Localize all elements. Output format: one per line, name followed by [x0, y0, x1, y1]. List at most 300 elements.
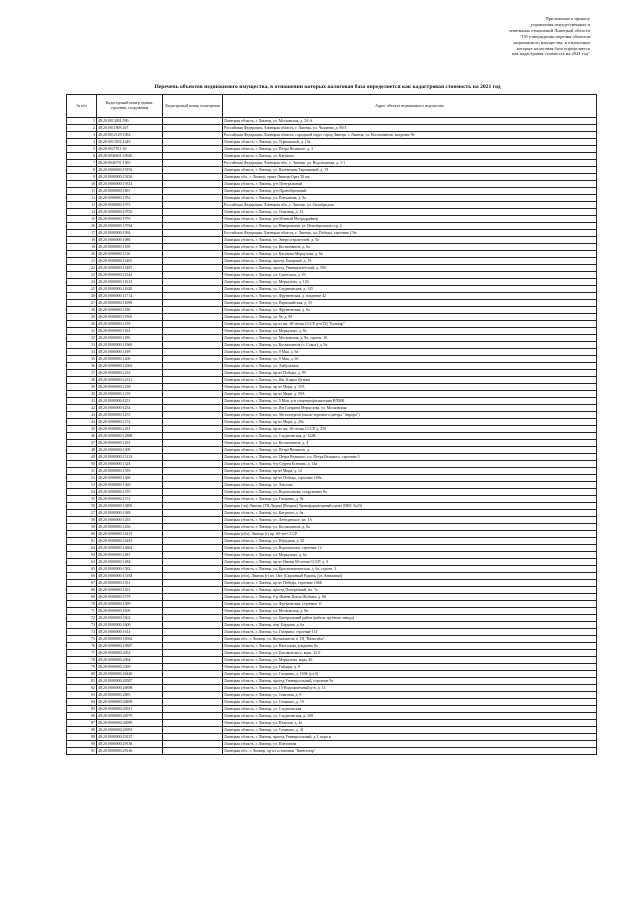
row-number: 76	[67, 643, 97, 650]
object-address: Липецкая область, г. Липецк, пр-кт им. 60-летия СССР, д. 25б	[223, 426, 597, 433]
table-row	[67, 237, 597, 244]
building-cadastral-number: 48:20:0000000:1481	[97, 552, 163, 559]
table-row	[67, 146, 597, 153]
object-address: Липецкая область, г. Липецк, ул. Фрунзенская, строение 11	[223, 601, 597, 608]
object-address: Липецкая область, г. Липецк, пр-кт Имени 60-летия СССР, д. 4	[223, 559, 597, 566]
premises-cadastral-number	[163, 419, 223, 426]
premises-cadastral-number	[163, 489, 223, 496]
row-number: 13	[67, 202, 97, 209]
table-row	[67, 503, 597, 510]
row-number: 73	[67, 622, 97, 629]
object-address: Липецкая область, г. Липецк, ул. Нерудная, д. 65	[223, 538, 597, 545]
building-cadastral-number: 48:20:0000000:11714	[97, 293, 163, 300]
object-address: Липецкая область, г. Липецк, ул. Амбулатная	[223, 363, 597, 370]
object-address: Липецкая область, г. Липецк, пр-кт им. 60-летия СССР, р-н ТЦ "Бульвар"	[223, 321, 597, 328]
row-number: 37	[67, 370, 97, 377]
table-row	[67, 314, 597, 321]
object-address: Липецкая область, г. Липецк, ул. Студеновская, д. 109	[223, 713, 597, 720]
object-address: Липецкая область, г. Липецк, пл. Металлургов (около торгового центра "Аврора")	[223, 412, 597, 419]
row-number: 33	[67, 342, 97, 349]
table-row	[67, 552, 597, 559]
building-cadastral-number: 48:20:0000000:11465	[97, 258, 163, 265]
object-address: Липецкая область, г. Липецк, ул. Плеханова	[223, 741, 597, 748]
table-row	[67, 524, 597, 531]
premises-cadastral-number	[163, 615, 223, 622]
row-number: 16	[67, 223, 97, 230]
table-row	[67, 713, 597, 720]
premises-cadastral-number	[163, 517, 223, 524]
premises-cadastral-number	[163, 734, 223, 741]
building-cadastral-number: 48:20:0000000:13895	[97, 503, 163, 510]
object-address: Липецкая область, г. Липецк, ул. Первомайская, д. 55	[223, 300, 597, 307]
table-row	[67, 741, 597, 748]
table-row	[67, 566, 597, 573]
object-address: Липецкая область, г. Липецк, ул. Фрунзенская, д. 6а	[223, 307, 597, 314]
row-number: 9	[67, 174, 97, 181]
object-address: Липецкая область, г. Липецк, ул. Лебедянское, кв. 1А	[223, 517, 597, 524]
premises-cadastral-number	[163, 349, 223, 356]
premises-cadastral-number	[163, 664, 223, 671]
building-cadastral-number: 48:20:0000000:26989	[97, 720, 163, 727]
building-cadastral-number: 48:20:0000000:26993	[97, 727, 163, 734]
building-cadastral-number: 48:20:0000000:1369	[97, 482, 163, 489]
table-row	[67, 643, 597, 650]
row-number: 65	[67, 566, 97, 573]
object-address: Липецкая область, г. Липецк, ул. Центральный район (кабель трубного завода)	[223, 615, 597, 622]
object-address: Российская Федерация, Липецкая обл., г. Липецк, ул. Водопьянова, д. 1/1	[223, 160, 597, 167]
building-cadastral-number: 48:20:0000000:29138	[97, 741, 163, 748]
row-number: 79	[67, 664, 97, 671]
premises-cadastral-number	[163, 678, 223, 685]
building-cadastral-number: 48:20:0027811:38	[97, 146, 163, 153]
object-address: Липецкая область, г. Липецк, ул. Валентины Терешковой, д. 19	[223, 167, 597, 174]
object-address: Липецкая область, г. Липецк, ул. Опытная, д. 14	[223, 209, 597, 216]
premises-cadastral-number	[163, 370, 223, 377]
table-row	[67, 657, 597, 664]
row-number: 8	[67, 167, 97, 174]
building-cadastral-number: 48:20:0013501:1449	[97, 139, 163, 146]
table-row	[67, 706, 597, 713]
table-row	[67, 545, 597, 552]
premises-cadastral-number	[163, 433, 223, 440]
row-number: 77	[67, 650, 97, 657]
premises-cadastral-number	[163, 692, 223, 699]
table-row	[67, 153, 597, 160]
table-row	[67, 748, 597, 755]
premises-cadastral-number	[163, 307, 223, 314]
object-address: Липецкая область, г. Липецк, ул. Гагарина, строение 114	[223, 629, 597, 636]
premises-cadastral-number	[163, 363, 223, 370]
building-cadastral-number: 48:20:0000000:15183	[97, 573, 163, 580]
premises-cadastral-number	[163, 181, 223, 188]
row-number: 56	[67, 503, 97, 510]
building-cadastral-number: 48:20:0000000:1602	[97, 615, 163, 622]
building-cadastral-number: 48:20:0000000:1200	[97, 356, 163, 363]
table-row	[67, 160, 597, 167]
row-number: 29	[67, 314, 97, 321]
premises-cadastral-number	[163, 461, 223, 468]
table-row	[67, 391, 597, 398]
row-number: 89	[67, 734, 97, 741]
row-number: 90	[67, 741, 97, 748]
table-row	[67, 538, 597, 545]
premises-cadastral-number	[163, 216, 223, 223]
table-row	[67, 300, 597, 307]
row-number: 74	[67, 629, 97, 636]
premises-cadastral-number	[163, 524, 223, 531]
premises-cadastral-number	[163, 174, 223, 181]
object-address: Липецкая область, г. Липецк, ул. Московская, д. 54-А	[223, 118, 597, 125]
table-row	[67, 328, 597, 335]
table-row	[67, 447, 597, 454]
row-number: 80	[67, 671, 97, 678]
table-row	[67, 622, 597, 629]
object-address: Липецкая область, г. Липецк, ул. 9 Мая, д. 6а	[223, 349, 597, 356]
building-cadastral-number: 48:20:0000000:1614	[97, 629, 163, 636]
table-row	[67, 573, 597, 580]
object-address: Липецкая область, г. Липецк, ул. 9 Мая, д. 6б	[223, 356, 597, 363]
building-cadastral-number: 48:20:0000000:11098	[97, 300, 163, 307]
row-number: 43	[67, 412, 97, 419]
row-number: 84	[67, 699, 97, 706]
building-cadastral-number: 48:20:0000000:26898	[97, 685, 163, 692]
table-row	[67, 132, 597, 139]
table-row	[67, 664, 597, 671]
building-cadastral-number: 48:20:0000000:1600	[97, 608, 163, 615]
table-row	[67, 461, 597, 468]
column-header-building-cadastral: Кадастровый номер здания, строения, сооружения	[97, 95, 163, 118]
row-number: 52	[67, 475, 97, 482]
row-number: 28	[67, 307, 97, 314]
table-row	[67, 482, 597, 489]
building-cadastral-number: 48:20:0000000:1199	[97, 349, 163, 356]
table-row	[67, 202, 597, 209]
row-number: 53	[67, 482, 97, 489]
row-number: 21	[67, 258, 97, 265]
row-number: 45	[67, 426, 97, 433]
building-cadastral-number: 48:20:0000000:1186	[97, 335, 163, 342]
table-row	[67, 370, 597, 377]
premises-cadastral-number	[163, 377, 223, 384]
building-cadastral-number: 48:20:0012129:1062	[97, 132, 163, 139]
building-cadastral-number: 48:20:0000000:1239	[97, 391, 163, 398]
building-cadastral-number: 48:20:0000000:1159	[97, 321, 163, 328]
premises-cadastral-number	[163, 510, 223, 517]
premises-cadastral-number	[163, 426, 223, 433]
table-row	[67, 510, 597, 517]
object-address: Липецкая область, г. Липецк, проезд Поперечный, вл. 7а	[223, 587, 597, 594]
premises-cadastral-number	[163, 244, 223, 251]
row-number: 18	[67, 237, 97, 244]
premises-cadastral-number	[163, 118, 223, 125]
row-number: 20	[67, 251, 97, 258]
row-number: 78	[67, 657, 97, 664]
table-row	[67, 489, 597, 496]
object-address: Липецкая область, г. Липецк, ул. Студеновская, д. 122В	[223, 433, 597, 440]
building-cadastral-number: 48:20:0000000:19887	[97, 643, 163, 650]
object-address: Липецкая область, г. Липецк, ул. Катукова-Меркулова, д. 6в	[223, 251, 597, 258]
header-line: которых налоговая база определяется	[516, 45, 590, 51]
row-number: 55	[67, 496, 97, 503]
table-row	[67, 636, 597, 643]
table-row	[67, 307, 597, 314]
premises-cadastral-number	[163, 727, 223, 734]
building-cadastral-number: 48:20:0000000:1086	[97, 237, 163, 244]
object-address: Липецкая область, г. Липецк, ул. Меркулова, корп. 46	[223, 657, 597, 664]
table-row	[67, 272, 597, 279]
building-cadastral-number: 48:20:0000000:12062	[97, 363, 163, 370]
object-address: Липецкая область, г. Липецк, проезд Товарный, д. 19	[223, 258, 597, 265]
table-body	[67, 118, 597, 755]
premises-cadastral-number	[163, 545, 223, 552]
building-cadastral-number: 48:20:0000000:14419	[97, 531, 163, 538]
table-row	[67, 433, 597, 440]
object-address: Липецкая область, г. Липецк, пр-кт Мира, д. 12	[223, 468, 597, 475]
object-address: Липецкая область, г. Липецк, ул. Студеновская	[223, 706, 597, 713]
building-cadastral-number: 48:20:0000000:1324	[97, 461, 163, 468]
object-address: Липецкая область, г. Липецк, пр-кт Победы, д. 89	[223, 370, 597, 377]
object-address: Липецкая область, г. Липецк, ул. Водопьянова, сооружение 8а	[223, 489, 597, 496]
object-address: Липецкая область, г. Липецк, пер. Бардина, д. 6а	[223, 622, 597, 629]
building-cadastral-number: 48:20:0000000:1975	[97, 202, 163, 209]
row-number: 44	[67, 419, 97, 426]
row-number: 50	[67, 461, 97, 468]
object-address: Липецкая область, г. Липецк, ул. Аносова	[223, 482, 597, 489]
premises-cadastral-number	[163, 139, 223, 146]
object-address: Липецкая область, г. Липецк, пр-кт Победы, строение 106Б	[223, 580, 597, 587]
object-address: Липецкая область, г. Липецк, ул. Опытная, д. 8	[223, 692, 597, 699]
row-number: 82	[67, 685, 97, 692]
row-number: 14	[67, 209, 97, 216]
building-cadastral-number: 48:20:0000000:1606	[97, 622, 163, 629]
building-cadastral-number: 48:20:0000000:1867	[97, 188, 163, 195]
table-row	[67, 279, 597, 286]
table-row	[67, 118, 597, 125]
premises-cadastral-number	[163, 622, 223, 629]
building-cadastral-number: 48:20:0000000:1359	[97, 468, 163, 475]
premises-cadastral-number	[163, 720, 223, 727]
object-address: Липецкая (-ая) Липецк (ТЦ Лидер) (Вторые) Трансформаторный пункт (ВНС №23)	[223, 503, 597, 510]
premises-cadastral-number	[163, 223, 223, 230]
table-row	[67, 167, 597, 174]
table-row	[67, 349, 597, 356]
row-number: 25	[67, 286, 97, 293]
object-address: Липецкая область, г. Липецк, ул. Советская, д. 29	[223, 272, 597, 279]
table-row	[67, 699, 597, 706]
building-cadastral-number: 48:20:0000000:2052	[97, 650, 163, 657]
building-cadastral-number: 48:20:0000000:1251	[97, 398, 163, 405]
object-address: Липецкая область, г. Липецк, ул. Семашко, д. 19	[223, 699, 597, 706]
object-address: Липецкая область, г. Липецк, ул. Плеханова, д. 8а	[223, 195, 597, 202]
object-address: Липецкая область, г. Липецк, ул. Им. Клары Цеткин	[223, 377, 597, 384]
row-number: 10	[67, 181, 97, 188]
row-number: 60	[67, 531, 97, 538]
table-row	[67, 174, 597, 181]
object-address: Липецкая область, г. Липецк, ул. Московская, д. 8в	[223, 608, 597, 615]
building-cadastral-number: 48:20:0000000:26587	[97, 678, 163, 685]
object-address: Российская Федерация, Липецкая обл., г. Липецк, ул. Октябрьская	[223, 202, 597, 209]
premises-cadastral-number	[163, 132, 223, 139]
premises-cadastral-number	[163, 468, 223, 475]
row-number: 58	[67, 517, 97, 524]
building-cadastral-number: 48:20:0000000:1309	[97, 447, 163, 454]
row-number: 1	[67, 118, 97, 125]
object-address: Липецкая область, г. Липецк, проезд Университетский, д. 59б	[223, 265, 597, 272]
row-number: 62	[67, 545, 97, 552]
table-row	[67, 419, 597, 426]
building-cadastral-number: 48:20:0000000:29146	[97, 748, 163, 755]
premises-cadastral-number	[163, 685, 223, 692]
row-number: 41	[67, 398, 97, 405]
building-cadastral-number: 48:20:0000000:2064	[97, 657, 163, 664]
building-cadastral-number: 48:20:0000000:1582	[97, 566, 163, 573]
object-address: Липецкая область, г. Липецк, ул. Гагарина, д. 8а	[223, 496, 597, 503]
table-row	[67, 405, 597, 412]
row-number: 5	[67, 146, 97, 153]
premises-cadastral-number	[163, 293, 223, 300]
object-address: Липецкая область, г. Липецк, пл. Петра Великого, пл. Петра Великого, строение 5	[223, 454, 597, 461]
row-number: 59	[67, 524, 97, 531]
table-row	[67, 734, 597, 741]
premises-cadastral-number	[163, 314, 223, 321]
row-number: 69	[67, 594, 97, 601]
row-number: 39	[67, 384, 97, 391]
row-number: 71	[67, 608, 97, 615]
building-cadastral-number: 48:20:0000000:1372	[97, 496, 163, 503]
premises-cadastral-number	[163, 601, 223, 608]
building-cadastral-number: 48:20:0000000:26979	[97, 713, 163, 720]
table-row	[67, 650, 597, 657]
row-number: 61	[67, 538, 97, 545]
premises-cadastral-number	[163, 447, 223, 454]
row-number: 72	[67, 615, 97, 622]
object-address: Липецкая (обл), Липецк (г) пр. 60-лет СССР	[223, 531, 597, 538]
row-number: 19	[67, 244, 97, 251]
building-cadastral-number: 48:20:0000000:11965	[97, 314, 163, 321]
row-number: 4	[67, 139, 97, 146]
building-cadastral-number: 48:20:0013001:590	[97, 118, 163, 125]
object-address: Липецкая область, г. Липецк, ул. 5 Мая, р-н спортпрофилактория НЛМК	[223, 398, 597, 405]
building-cadastral-number: 48:20:0000000:1180	[97, 307, 163, 314]
building-cadastral-number: 48:20:0000000:14443	[97, 538, 163, 545]
row-number: 83	[67, 692, 97, 699]
row-number: 67	[67, 580, 97, 587]
building-cadastral-number: 48:20:0000000:1370	[97, 489, 163, 496]
building-cadastral-number: 48:20:0000000:1281	[97, 426, 163, 433]
premises-cadastral-number	[163, 587, 223, 594]
building-cadastral-number: 48:20:0000000:19764	[97, 223, 163, 230]
object-address: Липецкая область, г. Липецк, ул. Терешковой, д. 13а	[223, 139, 597, 146]
row-number: 64	[67, 559, 97, 566]
building-cadastral-number: 48:20:0046601:10940	[97, 153, 163, 160]
building-cadastral-number: 48:20:0011808:267	[97, 125, 163, 132]
object-address: Липецкая область, г. Липецк, ул. Катукова, д. 6а	[223, 510, 597, 517]
row-number: 87	[67, 720, 97, 727]
table-row	[67, 587, 597, 594]
object-address: Российская Федерация, Липецкая область, г. Липецк, ул. Чаадаева, д. 69/3	[223, 125, 597, 132]
building-cadastral-number: 48:20:0000000:14682	[97, 545, 163, 552]
premises-cadastral-number	[163, 125, 223, 132]
object-address: Липецкая область, г. Липецк, ул. Циолковского, корп. 22 Б	[223, 650, 597, 657]
row-number: 40	[67, 391, 97, 398]
property-table	[66, 94, 597, 755]
column-header-address: Адрес объекта недвижимого имущества	[223, 95, 597, 118]
table-row	[67, 720, 597, 727]
object-address: Липецкая область, г. Липецк, ул. Меркулова, д. 6а	[223, 552, 597, 559]
object-address: Липецкая область, г. Липецк, ул. Меркулова, д. 12б	[223, 279, 597, 286]
table-row	[67, 223, 597, 230]
object-address: Липецкая область, г. Липецк, ул. Фрунзенская, д. владение 42	[223, 293, 597, 300]
table-row	[67, 692, 597, 699]
building-cadastral-number: 48:20:0000000:1994	[97, 230, 163, 237]
premises-cadastral-number	[163, 552, 223, 559]
object-address: Липецкая область, г. Липецк, ул. 8е, д. 89	[223, 314, 597, 321]
premises-cadastral-number	[163, 713, 223, 720]
table-row	[67, 209, 597, 216]
row-number: 63	[67, 552, 97, 559]
row-number: 81	[67, 678, 97, 685]
row-number: 57	[67, 510, 97, 517]
premises-cadastral-number	[163, 608, 223, 615]
table-header-row	[67, 95, 597, 118]
premises-cadastral-number	[163, 160, 223, 167]
object-address: Липецкая область, г. Липецк, ул. Петра Великого, д. 3	[223, 146, 597, 153]
row-number: 17	[67, 230, 97, 237]
building-cadastral-number: 48:20:0000000:19192	[97, 167, 163, 174]
row-number: 11	[67, 188, 97, 195]
building-cadastral-number: 48:20:0000000:12888	[97, 433, 163, 440]
building-cadastral-number: 48:20:0000000:1238	[97, 384, 163, 391]
table-row	[67, 286, 597, 293]
row-number: 49	[67, 454, 97, 461]
premises-cadastral-number	[163, 559, 223, 566]
premises-cadastral-number	[163, 531, 223, 538]
object-address: Липецкая область, г. Липецк, ул. Им Гагарина Меркулова, ул. Московская	[223, 405, 597, 412]
table-row	[67, 265, 597, 272]
row-number: 85	[67, 706, 97, 713]
table-row	[67, 531, 597, 538]
object-address: Липецкая область, г. Липецк, ул. Петра Великого, д.	[223, 447, 597, 454]
table-row	[67, 517, 597, 524]
row-number: 23	[67, 272, 97, 279]
premises-cadastral-number	[163, 503, 223, 510]
table-row	[67, 363, 597, 370]
row-number: 31	[67, 328, 97, 335]
premises-cadastral-number	[163, 636, 223, 643]
premises-cadastral-number	[163, 153, 223, 160]
building-cadastral-number: 48:20:0000000:13133	[97, 454, 163, 461]
object-address: Липецкая область, г. Липецк, ул. Космонавтов (с. Сокол), д. 9а	[223, 342, 597, 349]
building-cadastral-number: 48:20:0000000:11613	[97, 279, 163, 286]
row-number: 27	[67, 300, 97, 307]
object-address: Липецкая область, г. Липецк, р-н Южный Мотрадрайвер	[223, 216, 597, 223]
table-row	[67, 321, 597, 328]
building-cadastral-number: 48:20:0046701:1565	[97, 160, 163, 167]
row-number: 66	[67, 573, 97, 580]
premises-cadastral-number	[163, 657, 223, 664]
table-row	[67, 258, 597, 265]
table-row	[67, 412, 597, 419]
table-row	[67, 685, 597, 692]
table-row	[67, 496, 597, 503]
premises-cadastral-number	[163, 391, 223, 398]
building-cadastral-number: 48:20:0000000:1109	[97, 244, 163, 251]
row-number: 32	[67, 335, 97, 342]
column-header-number: № п/п	[67, 95, 97, 118]
premises-cadastral-number	[163, 706, 223, 713]
table-row	[67, 580, 597, 587]
object-address: Липецкая область, г. Липецк, ул. Семашко, д. 41	[223, 727, 597, 734]
